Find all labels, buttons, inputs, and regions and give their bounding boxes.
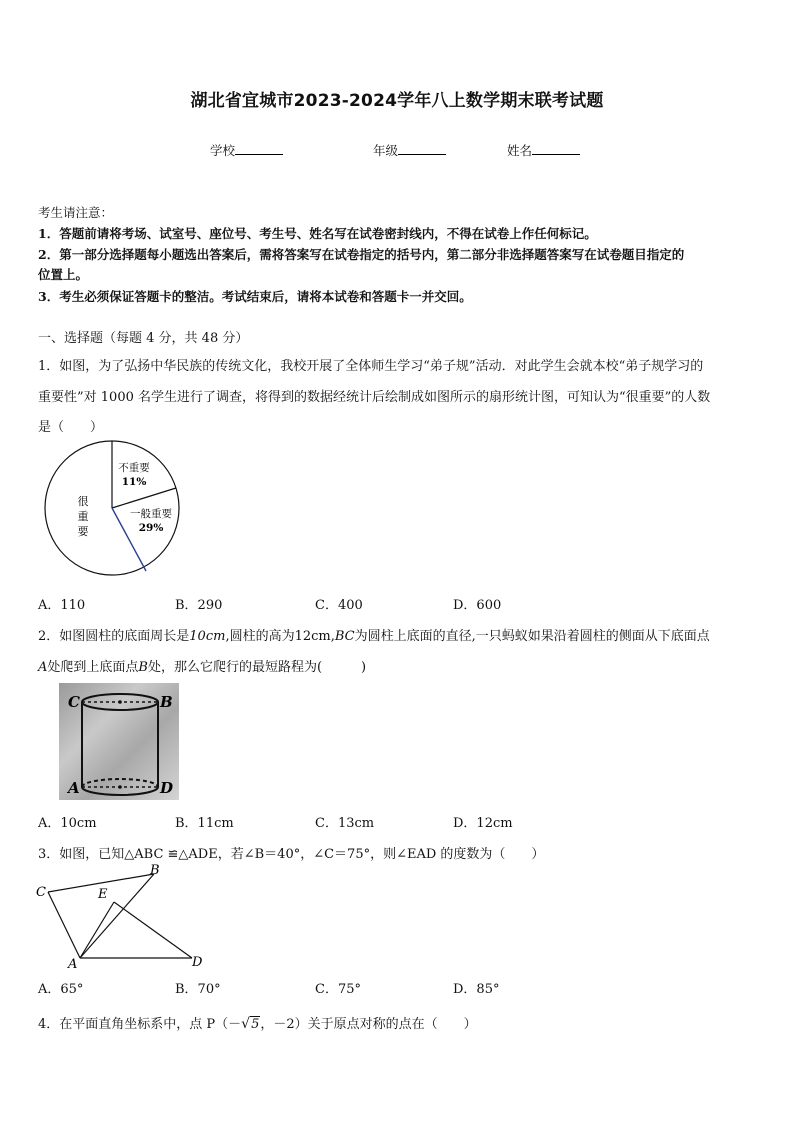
q2-cylinder-figure [59, 683, 179, 800]
q1-line: 是（ ） [38, 420, 104, 435]
slice-value: 11% [121, 476, 147, 488]
q4-line [38, 1013, 758, 1032]
grade-blank[interactable] [398, 142, 446, 155]
slice-label: 要 [77, 525, 89, 538]
school-field[interactable] [210, 141, 283, 159]
q2-text: 为圆柱上底面的直径,一只蚂蚁如果沿着圆柱的侧面从下底面点 [354, 629, 710, 644]
option-c[interactable]: C．400 [315, 598, 363, 613]
option-a[interactable]: A．65° [38, 982, 84, 997]
pie-divider [112, 488, 176, 508]
q1-line: 重要性”对 1000 名学生进行了调查，将得到的数据经统计后绘制成如图所示的扇形统计图，可知认为“很重要”的人数 [38, 390, 711, 405]
section-heading: 一、选择题（每题 4 分，共 48 分） [38, 331, 249, 346]
point-label: D [160, 779, 174, 797]
point-label: C [68, 693, 80, 711]
sqrt-symbol: √ [241, 1016, 251, 1032]
slice-label: 不重要 [118, 462, 150, 474]
q4-text: 4．在平面直角坐标系中，点 P（－ [38, 1017, 242, 1032]
grade-field[interactable] [373, 141, 446, 159]
q2-text: ,圆柱的高为12cm, [225, 629, 335, 644]
option-d[interactable]: D．600 [453, 598, 502, 613]
q2-math: 10cm [189, 629, 226, 644]
q3-line: 3．如图，已知△ABC ≌△ADE，若∠B＝40°，∠C＝75°，则∠EAD 的度数为（ ） [38, 847, 545, 862]
option-c[interactable]: C．75° [315, 982, 361, 997]
option-a[interactable]: A．10cm [38, 816, 97, 831]
notice-item: 3．考生必须保证答题卡的整洁。考试结束后，请将本试卷和答题卡一并交回。 [38, 289, 472, 304]
notice-heading: 考生请注意： [38, 205, 114, 220]
q2-text: 2．如图圆柱的底面周长是 [38, 629, 190, 644]
q1-pie-chart [38, 440, 188, 580]
q3-options [38, 978, 758, 996]
q2-text: 处爬到上底面点 [47, 660, 139, 675]
q2-line [38, 656, 758, 675]
q4-text: ，－2）关于原点对称的点在（ ） [260, 1017, 477, 1032]
segment-ae [80, 902, 114, 958]
q2-math: BC [334, 629, 355, 644]
option-c[interactable]: C．13cm [315, 816, 375, 831]
q1-options [38, 594, 758, 612]
notice-item: 1．答题前请将考场、试室号、座位号、考生号、姓名写在试卷密封线内，不得在试卷上作任何标记。 [38, 226, 597, 241]
name-blank[interactable] [532, 142, 580, 155]
point-label: A [68, 957, 78, 972]
slice-value: 29% [138, 522, 164, 534]
option-d[interactable]: D．12cm [453, 816, 513, 831]
grade-label: 年级 [373, 143, 399, 158]
q2-options [38, 812, 758, 830]
notice-item: 位置上。 [38, 267, 89, 282]
point-label: C [36, 885, 46, 900]
option-b[interactable]: B．70° [175, 982, 221, 997]
q3-triangle-figure [34, 862, 214, 972]
point-label: A [68, 779, 80, 797]
segment-ed [114, 902, 192, 958]
center-dot [118, 700, 122, 704]
sqrt-radicand: 5 [251, 1017, 260, 1032]
point-label: D [192, 955, 203, 970]
name-label: 姓名 [507, 143, 533, 158]
point-label: B [150, 863, 160, 878]
point-label: B [160, 693, 173, 711]
page-title: 湖北省宜城市2023-2024学年八上数学期末联考试题 [190, 91, 604, 111]
center-dot [118, 785, 122, 789]
option-b[interactable]: B．11cm [175, 816, 234, 831]
school-label: 学校 [210, 143, 236, 158]
point-label: E [98, 887, 108, 902]
option-a[interactable]: A．110 [38, 598, 86, 613]
q2-line [38, 625, 758, 644]
slice-label: 重 [77, 510, 89, 523]
name-field[interactable] [507, 141, 580, 159]
option-d[interactable]: D．85° [453, 982, 500, 997]
option-b[interactable]: B．290 [175, 598, 223, 613]
q2-text: 处，那么它爬行的最短路程为( ) [147, 660, 367, 675]
q1-line: 1．如图，为了弘扬中华民族的传统文化，我校开展了全体师生学习“弟子规”活动．对此学生会就本校“弟子规学习的 [38, 359, 704, 374]
segment-ca [48, 892, 80, 958]
slice-label: 一般重要 [130, 508, 172, 520]
q2-math: A [38, 660, 48, 675]
segment-ab [80, 874, 154, 958]
school-blank[interactable] [235, 142, 283, 155]
slice-label: 很 [77, 495, 89, 508]
q2-math: B [138, 660, 148, 675]
notice-item: 2．第一部分选择题每小题选出答案后，需将答案写在试卷指定的括号内，第二部分非选择题答案写在试卷题目指定的 [38, 247, 685, 262]
